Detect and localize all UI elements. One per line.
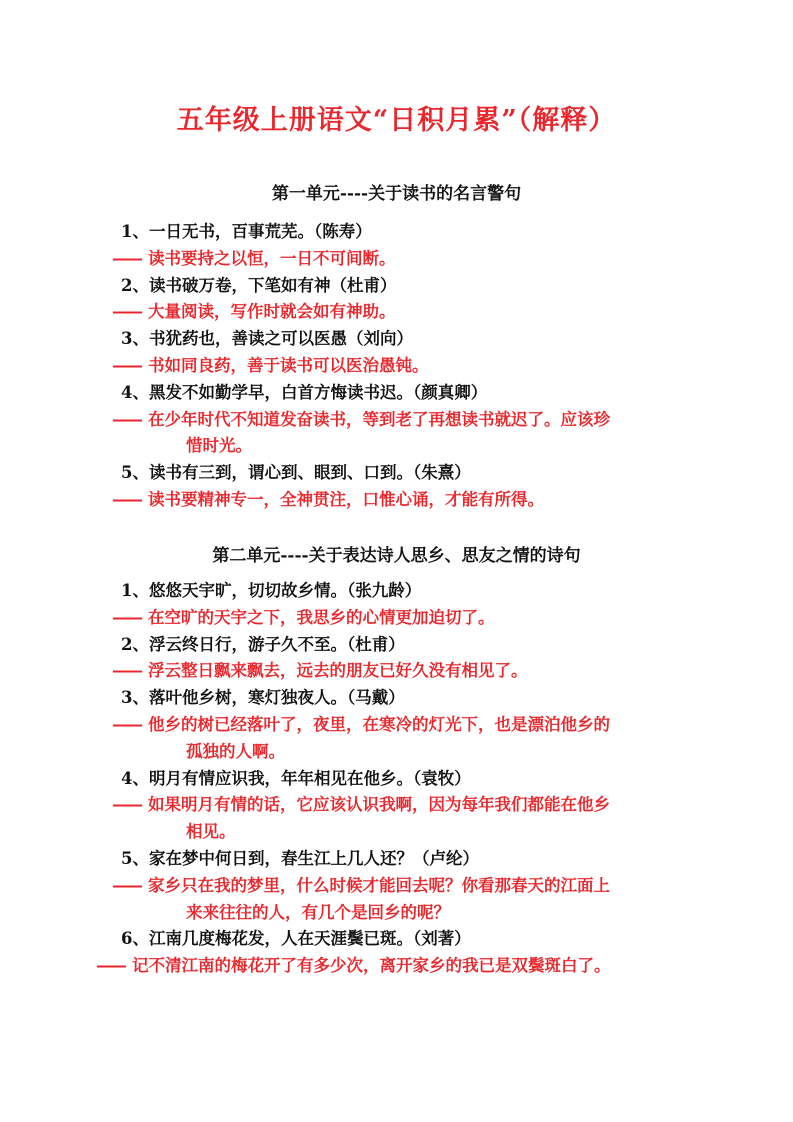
dash-mark: —— <box>112 489 141 509</box>
explanation-line <box>0 873 793 900</box>
quote-line: 1、一日无书，百事荒芜。（陈寿） <box>121 222 372 241</box>
explanation-text: 大量阅读，写作时就会如有神助。 <box>148 302 396 322</box>
list-item <box>0 578 793 632</box>
section-2-entries <box>0 578 793 980</box>
quote-line: 3、书犹药也，善读之可以医愚（刘向） <box>121 329 413 349</box>
explanation-text: 读书要精神专一，全神贯注，口惟心诵，才能有所得。 <box>148 489 544 509</box>
dash-mark: —— <box>112 661 141 681</box>
explanation-line <box>0 299 793 326</box>
explanation-line <box>0 792 793 819</box>
list-item <box>0 219 793 273</box>
quote-line: 4、明月有情应识我，年年相见在他乡。（袁牧） <box>121 768 471 788</box>
explanation-text: 浮云整日飘来飘去，远去的朋友已好久没有相见了。 <box>148 661 528 681</box>
explanation-continuation: 孤独的人啊。 <box>186 741 285 761</box>
explanation-text: 家乡只在我的梦里，什么时候才能回去呢？你看那春天的江面上 <box>148 875 610 895</box>
list-item <box>0 460 793 514</box>
quote-line: 2、浮云终日行，游子久不至。（杜甫） <box>121 634 405 654</box>
dash-mark: —— <box>112 409 141 429</box>
explanation-line <box>0 712 793 739</box>
explanation-text: 书如同良药，善于读书可以医治愚钝。 <box>148 355 429 375</box>
dash-mark: —— <box>96 956 125 976</box>
explanation-continuation: 惜时光。 <box>186 436 252 456</box>
list-item <box>0 326 793 380</box>
list-item <box>0 926 793 980</box>
quote-line: 5、读书有三到，谓心到、眼到、口到。（朱熹） <box>121 463 471 483</box>
dash-mark: —— <box>112 875 141 895</box>
list-item <box>0 632 793 686</box>
quote-line: 5、家在梦中何日到，春生江上几人还？（卢纶） <box>121 848 479 868</box>
list-item <box>0 766 793 846</box>
document-title: 五年级上册语文“日积月累”（解释） <box>176 105 617 136</box>
quote-line: 4、黑发不如勤学早，白首方悔读书迟。（颜真卿） <box>121 382 488 402</box>
explanation-line <box>0 353 793 380</box>
dash-mark: —— <box>112 607 141 627</box>
explanation-text: 记不清江南的梅花开了有多少次，离开家乡的我已是双鬓斑白了。 <box>132 956 611 976</box>
section-heading-unit-1: 第一单元----关于读书的名言警句 <box>271 184 522 204</box>
explanation-text: 在空旷的天宇之下，我思乡的心情更加迫切了。 <box>148 607 495 627</box>
quote-line: 3、落叶他乡树，寒灯独夜人。（马戴） <box>121 688 405 708</box>
explanation-text: 读书要持之以恒，一日不可间断。 <box>148 248 396 268</box>
explanation-continuation: 相见。 <box>186 822 236 842</box>
explanation-line <box>0 487 793 514</box>
dash-mark: —— <box>112 248 141 268</box>
section-1-entries <box>0 219 793 514</box>
quote-line: 2、读书破万卷，下笔如有神（杜甫） <box>121 275 397 295</box>
list-item <box>0 685 793 765</box>
explanation-line <box>0 658 793 685</box>
quote-line: 6、江南几度梅花发，人在天涯鬓已斑。（刘著） <box>121 929 471 949</box>
explanation-text: 如果明月有情的话，它应该认识我啊，因为每年我们都能在他乡 <box>148 795 610 815</box>
explanation-text: 在少年时代不知道发奋读书，等到老了再想读书就迟了。应该珍 <box>148 409 610 429</box>
explanation-line <box>0 605 793 632</box>
dash-mark: —— <box>112 302 141 322</box>
explanation-line <box>0 246 793 273</box>
dash-mark: —— <box>112 355 141 375</box>
quote-line: 1、悠悠天宇旷，切切故乡情。（张九龄） <box>121 581 422 600</box>
explanation-text: 他乡的树已经落叶了，夜里，在寒冷的灯光下，也是漂泊他乡的 <box>148 714 610 734</box>
dash-mark: —— <box>112 714 141 734</box>
explanation-continuation: 来来往往的人，有几个是回乡的呢？ <box>186 902 450 922</box>
list-item <box>0 273 793 327</box>
explanation-line <box>0 407 793 434</box>
list-item <box>0 846 793 926</box>
list-item <box>0 380 793 460</box>
explanation-line <box>0 953 793 980</box>
section-heading-unit-2: 第二单元----关于表达诗人思乡、思友之情的诗句 <box>212 546 581 566</box>
dash-mark: —— <box>112 795 141 815</box>
